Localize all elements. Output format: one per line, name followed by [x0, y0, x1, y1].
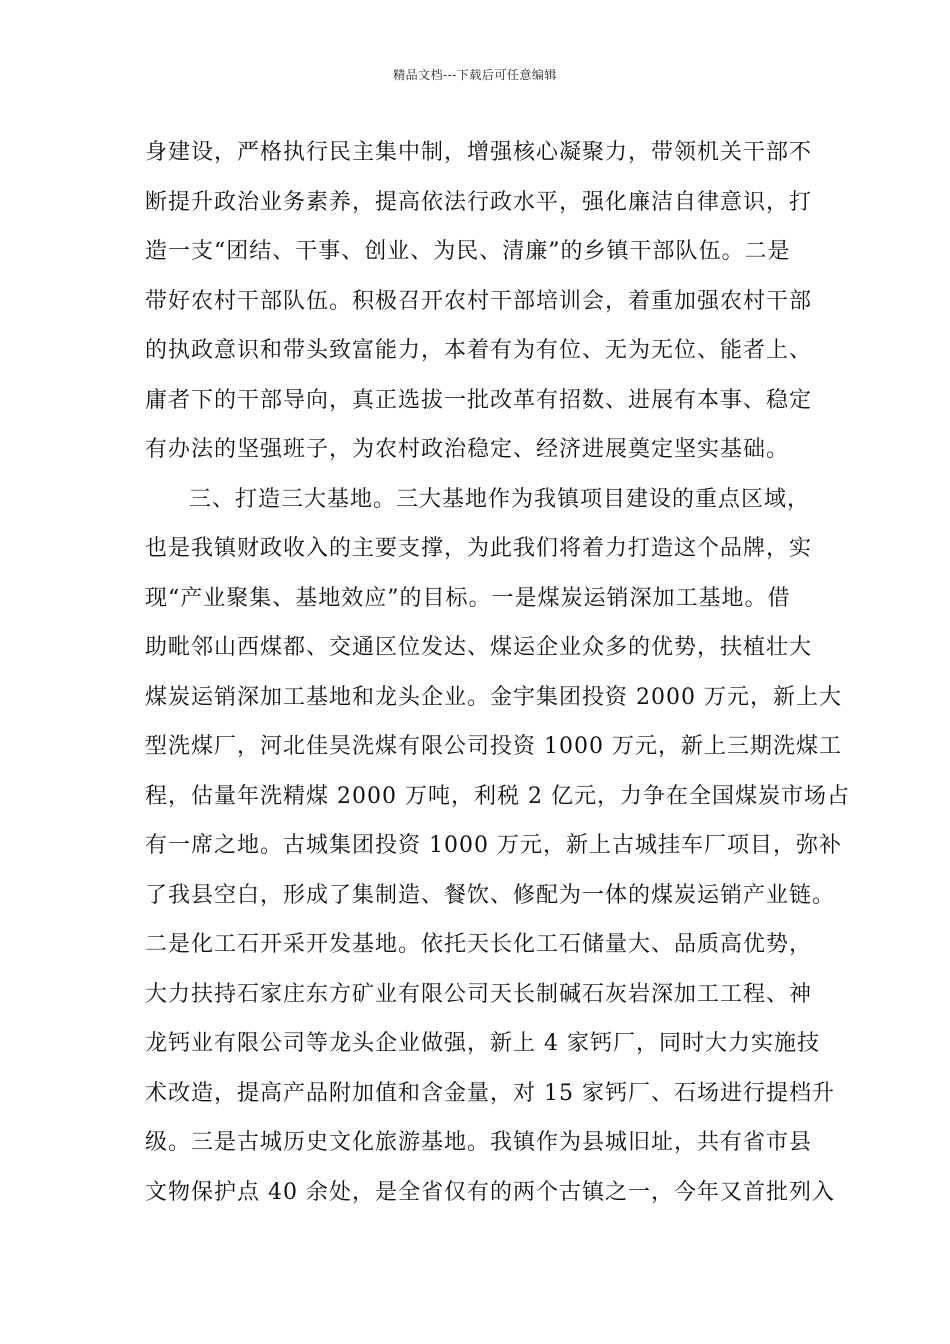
body-text	[145, 128, 850, 1217]
text-line: 龙钙业有限公司等龙头企业做强，新上 4 家钙厂，同时大力实施技	[145, 1031, 820, 1056]
text-line: 有办法的坚强班子，为农村政治稳定、经济进展奠定坚实基础。	[145, 437, 790, 462]
text-line: 了我县空白，形成了集制造、餐饮、修配为一体的煤炭运销产业链。	[145, 882, 836, 908]
text-line: 大力扶持石家庄东方矿业有限公司天长制碱石灰岩深加工工程、神	[145, 981, 813, 1007]
text-line: 身建设，严格执行民主集中制，增强核心凝聚力，带领机关干部不	[145, 140, 813, 165]
text-line: 煤炭运销深加工基地和龙头企业。金宇集团投资 2000 万元，新上大	[145, 684, 842, 710]
page-header: 精品文档---下载后可任意编辑	[393, 68, 557, 82]
text-line: 程，估量年洗精煤 2000 万吨，利税 2 亿元，力争在全国煤炭市场占	[145, 783, 850, 809]
text-line: 有一席之地。古城集团投资 1000 万元，新上古城挂车厂项目，弥补	[145, 833, 842, 858]
text-line: 级。三是古城历史文化旅游基地。我镇作为县城旧址，共有省市县	[145, 1130, 813, 1155]
text-line: 断提升政治业务素养，提高依法行政水平，强化廉洁自律意识，打	[145, 189, 813, 215]
text-line: 带好农村干部队伍。积极召开农村干部培训会，着重加强农村干部	[145, 288, 813, 314]
paragraph-start-line: 三、打造三大基地。三大基地作为我镇项目建设的重点区域，	[189, 486, 811, 512]
text-line: 术改造，提高产品附加值和含金量，对 15 家钙厂、石场进行提档升	[145, 1080, 835, 1106]
text-line: 文物保护点 40 余处，是全省仅有的两个古镇之一，今年又首批列入	[145, 1179, 835, 1205]
text-line: 庸者下的干部导向，真正选拔一批改革有招数、进展有本事、稳定	[145, 387, 813, 413]
text-line: 型洗煤厂，河北佳昊洗煤有限公司投资 1000 万元，新上三期洗煤工	[145, 734, 842, 759]
text-line: 二是化工石开采开发基地。依托天长化工石储量大、品质高优势，	[145, 932, 813, 957]
text-line: 也是我镇财政收入的主要支撑，为此我们将着力打造这个品牌，实	[145, 536, 813, 561]
text-line: 的执政意识和带头致富能力，本着有为有位、无为无位、能者上、	[145, 338, 813, 363]
text-line: 现“产业聚集、基地效应”的目标。一是煤炭运销深加工基地。借	[145, 585, 791, 611]
text-line: 助毗邻山西煤都、交通区位发达、煤运企业众多的优势，扶植壮大	[145, 635, 813, 660]
text-line: 造一支“团结、干事、创业、为民、清廉”的乡镇干部队伍。二是	[145, 239, 791, 264]
